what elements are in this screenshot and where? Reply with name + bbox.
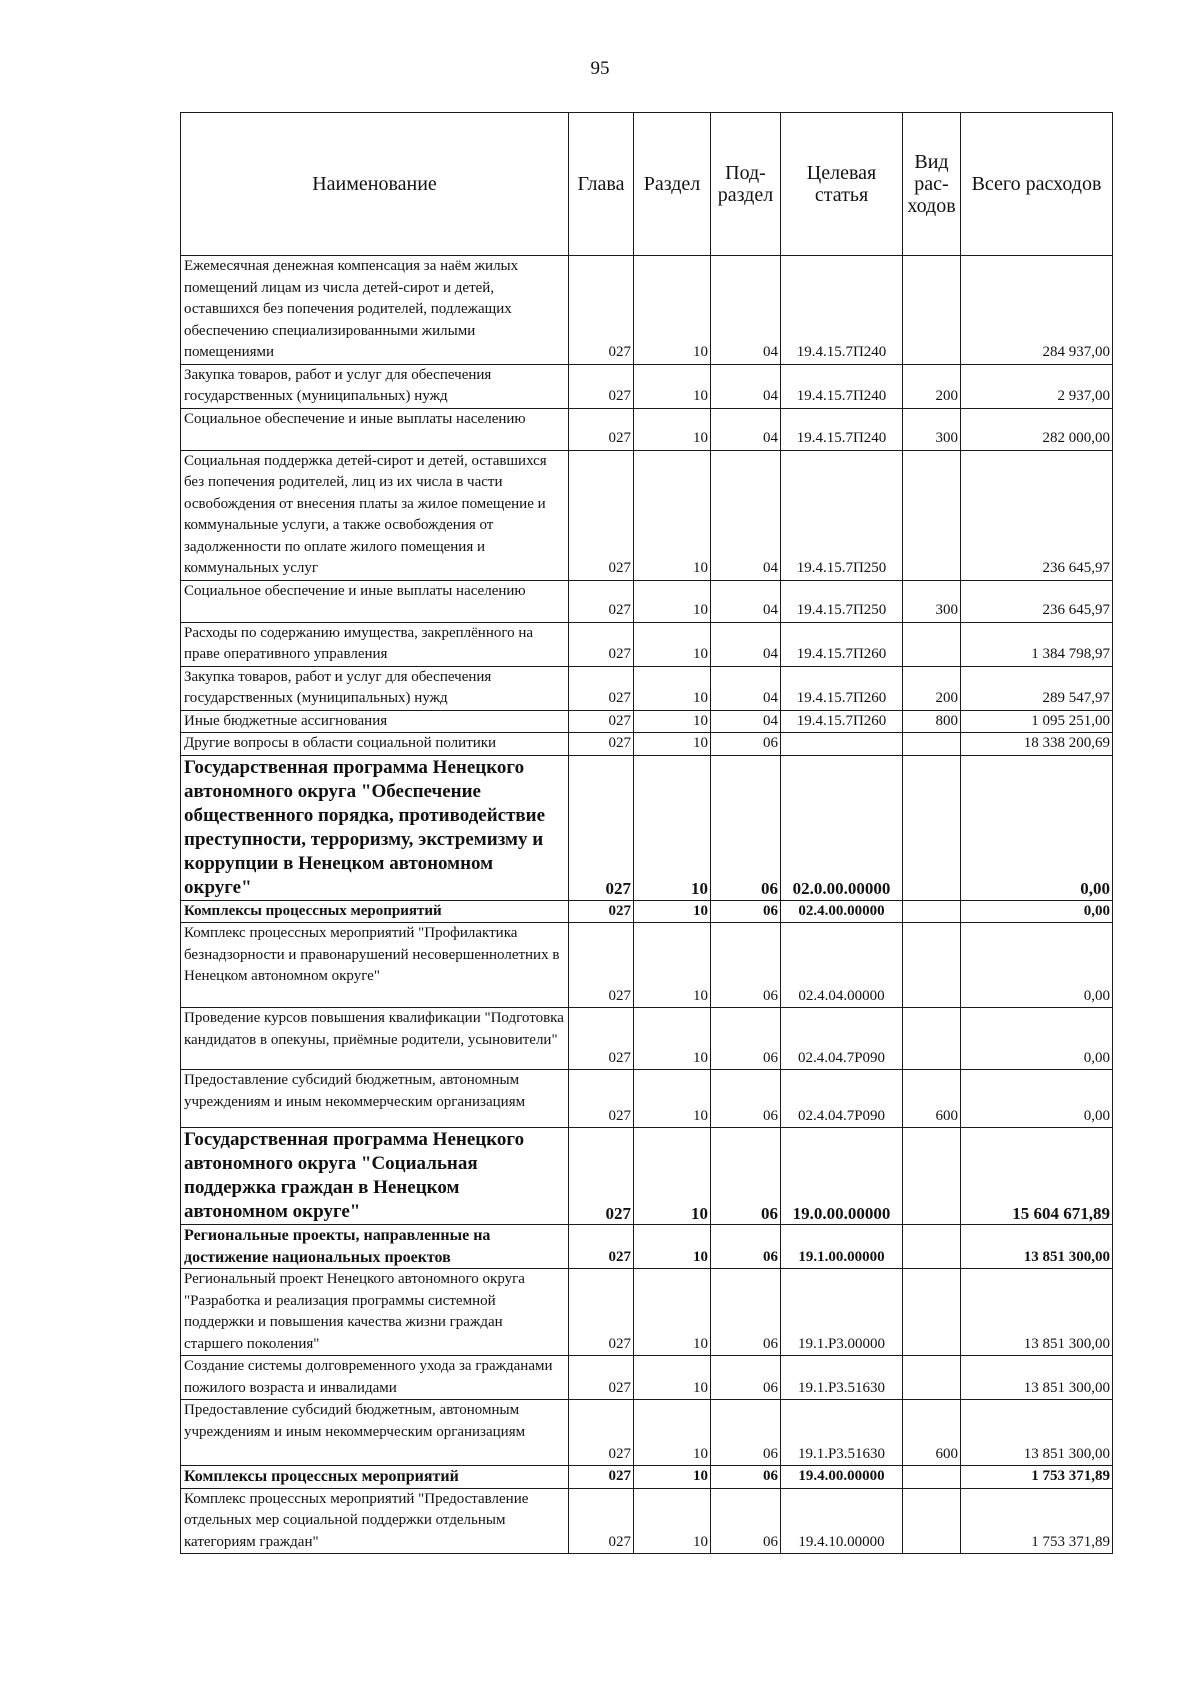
row-celevaya-statya: 19.1.Р3.00000 bbox=[781, 1269, 903, 1356]
row-name: Комплексы процессных мероприятий bbox=[181, 900, 569, 923]
row-vid-rashodov: 200 bbox=[903, 364, 961, 408]
row-glava: 027 bbox=[569, 755, 634, 900]
row-total: 0,00 bbox=[961, 755, 1113, 900]
row-total: 236 645,97 bbox=[961, 580, 1113, 622]
row-glava: 027 bbox=[569, 622, 634, 666]
row-podrazdel: 06 bbox=[711, 900, 781, 923]
row-vid-rashodov bbox=[903, 900, 961, 923]
row-vid-rashodov: 600 bbox=[903, 1400, 961, 1466]
row-name: Региональный проект Ненецкого автономного округа "Разработка и реализация программы системной поддержки и повышения качества жизни граждан старшего поколения" bbox=[181, 1269, 569, 1356]
row-total: 13 851 300,00 bbox=[961, 1356, 1113, 1400]
row-glava: 027 bbox=[569, 923, 634, 1008]
table-row bbox=[181, 256, 1113, 365]
row-vid-rashodov: 300 bbox=[903, 580, 961, 622]
row-celevaya-statya: 02.4.04.7Р090 bbox=[781, 1008, 903, 1070]
table-row bbox=[181, 1466, 1113, 1489]
row-celevaya-statya: 19.4.10.00000 bbox=[781, 1488, 903, 1554]
row-podrazdel: 06 bbox=[711, 1400, 781, 1466]
table-row bbox=[181, 1356, 1113, 1400]
row-glava: 027 bbox=[569, 1225, 634, 1269]
row-glava: 027 bbox=[569, 364, 634, 408]
row-podrazdel: 04 bbox=[711, 256, 781, 365]
row-total: 13 851 300,00 bbox=[961, 1269, 1113, 1356]
row-podrazdel: 04 bbox=[711, 710, 781, 733]
row-name: Региональные проекты, направленные на достижение национальных проектов bbox=[181, 1225, 569, 1269]
row-glava: 027 bbox=[569, 733, 634, 756]
row-celevaya-statya: 19.4.15.7П240 bbox=[781, 364, 903, 408]
table-row bbox=[181, 1269, 1113, 1356]
row-celevaya-statya: 19.4.15.7П250 bbox=[781, 580, 903, 622]
row-vid-rashodov bbox=[903, 1466, 961, 1489]
row-total: 13 851 300,00 bbox=[961, 1400, 1113, 1466]
row-vid-rashodov: 800 bbox=[903, 710, 961, 733]
row-name: Предоставление субсидий бюджетным, автономным учреждениям и иным некоммерческим организациям bbox=[181, 1400, 569, 1466]
row-name: Социальное обеспечение и иные выплаты населению bbox=[181, 580, 569, 622]
header-razdel: Раздел bbox=[634, 113, 711, 256]
row-podrazdel: 06 bbox=[711, 755, 781, 900]
row-vid-rashodov bbox=[903, 1225, 961, 1269]
row-celevaya-statya: 02.4.00.00000 bbox=[781, 900, 903, 923]
row-celevaya-statya: 02.4.04.7Р090 bbox=[781, 1070, 903, 1128]
row-glava: 027 bbox=[569, 666, 634, 710]
row-name: Комплекс процессных мероприятий "Предоставление отдельных мер социальной поддержки отдельным категориям граждан" bbox=[181, 1488, 569, 1554]
row-razdel: 10 bbox=[634, 450, 711, 580]
row-name: Создание системы долговременного ухода за гражданами пожилого возраста и инвалидами bbox=[181, 1356, 569, 1400]
row-name: Расходы по содержанию имущества, закреплённого на праве оперативного управления bbox=[181, 622, 569, 666]
row-glava: 027 bbox=[569, 1466, 634, 1489]
row-vid-rashodov bbox=[903, 1269, 961, 1356]
row-name: Проведение курсов повышения квалификации "Подготовка кандидатов в опекуны, приёмные родители, усыновители" bbox=[181, 1008, 569, 1070]
header-celevaya-statya: Целевая статья bbox=[781, 113, 903, 256]
row-name: Социальное обеспечение и иные выплаты населению bbox=[181, 408, 569, 450]
row-total: 0,00 bbox=[961, 900, 1113, 923]
row-glava: 027 bbox=[569, 1488, 634, 1554]
table-row bbox=[181, 364, 1113, 408]
table-row bbox=[181, 622, 1113, 666]
table-row bbox=[181, 1488, 1113, 1554]
row-razdel: 10 bbox=[634, 364, 711, 408]
table-row bbox=[181, 900, 1113, 923]
row-total: 1 095 251,00 bbox=[961, 710, 1113, 733]
table-row bbox=[181, 666, 1113, 710]
row-podrazdel: 06 bbox=[711, 1356, 781, 1400]
row-razdel: 10 bbox=[634, 1008, 711, 1070]
row-total: 15 604 671,89 bbox=[961, 1128, 1113, 1225]
row-celevaya-statya: 19.4.15.7П240 bbox=[781, 256, 903, 365]
row-vid-rashodov bbox=[903, 923, 961, 1008]
row-vid-rashodov bbox=[903, 1356, 961, 1400]
row-celevaya-statya: 19.4.15.7П240 bbox=[781, 408, 903, 450]
row-glava: 027 bbox=[569, 1356, 634, 1400]
row-glava: 027 bbox=[569, 256, 634, 365]
row-glava: 027 bbox=[569, 1008, 634, 1070]
row-razdel: 10 bbox=[634, 1225, 711, 1269]
header-glava: Глава bbox=[569, 113, 634, 256]
row-razdel: 10 bbox=[634, 900, 711, 923]
table-row bbox=[181, 923, 1113, 1008]
row-total: 0,00 bbox=[961, 923, 1113, 1008]
row-celevaya-statya: 19.4.15.7П260 bbox=[781, 710, 903, 733]
row-celevaya-statya: 19.1.Р3.51630 bbox=[781, 1356, 903, 1400]
row-celevaya-statya: 02.4.04.00000 bbox=[781, 923, 903, 1008]
row-name: Другие вопросы в области социальной политики bbox=[181, 733, 569, 756]
row-name: Иные бюджетные ассигнования bbox=[181, 710, 569, 733]
row-vid-rashodov bbox=[903, 1008, 961, 1070]
row-podrazdel: 06 bbox=[711, 1225, 781, 1269]
table-row bbox=[181, 580, 1113, 622]
row-glava: 027 bbox=[569, 1400, 634, 1466]
row-vid-rashodov bbox=[903, 1128, 961, 1225]
row-razdel: 10 bbox=[634, 408, 711, 450]
row-vid-rashodov bbox=[903, 755, 961, 900]
row-razdel: 10 bbox=[634, 755, 711, 900]
row-name: Предоставление субсидий бюджетным, автономным учреждениям и иным некоммерческим организациям bbox=[181, 1070, 569, 1128]
row-podrazdel: 06 bbox=[711, 1466, 781, 1489]
header-name: Наименование bbox=[181, 113, 569, 256]
page-number: 95 bbox=[590, 58, 610, 79]
row-glava: 027 bbox=[569, 710, 634, 733]
table-row bbox=[181, 450, 1113, 580]
row-name: Комплекс процессных мероприятий "Профилактика безнадзорности и правонарушений несовершеннолетних в Ненецком автономном округе" bbox=[181, 923, 569, 1008]
row-celevaya-statya: 19.4.15.7П260 bbox=[781, 622, 903, 666]
table-row bbox=[181, 755, 1113, 900]
row-podrazdel: 04 bbox=[711, 364, 781, 408]
row-total: 1 384 798,97 bbox=[961, 622, 1113, 666]
table-row bbox=[181, 1008, 1113, 1070]
row-razdel: 10 bbox=[634, 580, 711, 622]
budget-table bbox=[180, 112, 1113, 1554]
row-podrazdel: 06 bbox=[711, 1488, 781, 1554]
row-celevaya-statya: 19.0.00.00000 bbox=[781, 1128, 903, 1225]
row-podrazdel: 04 bbox=[711, 666, 781, 710]
row-razdel: 10 bbox=[634, 923, 711, 1008]
row-name: Закупка товаров, работ и услуг для обеспечения государственных (муниципальных) нужд bbox=[181, 666, 569, 710]
row-total: 1 753 371,89 bbox=[961, 1466, 1113, 1489]
row-total: 1 753 371,89 bbox=[961, 1488, 1113, 1554]
row-razdel: 10 bbox=[634, 710, 711, 733]
row-razdel: 10 bbox=[634, 1466, 711, 1489]
row-razdel: 10 bbox=[634, 733, 711, 756]
table-row bbox=[181, 1070, 1113, 1128]
row-glava: 027 bbox=[569, 1070, 634, 1128]
row-total: 284 937,00 bbox=[961, 256, 1113, 365]
row-vid-rashodov bbox=[903, 1488, 961, 1554]
row-celevaya-statya: 19.4.15.7П250 bbox=[781, 450, 903, 580]
row-podrazdel: 06 bbox=[711, 1269, 781, 1356]
row-glava: 027 bbox=[569, 450, 634, 580]
row-podrazdel: 04 bbox=[711, 450, 781, 580]
row-name: Государственная программа Ненецкого автономного округа "Социальная поддержка граждан в Ненецком автономном округе" bbox=[181, 1128, 569, 1225]
row-glava: 027 bbox=[569, 900, 634, 923]
table-row bbox=[181, 1128, 1113, 1225]
row-glava: 027 bbox=[569, 1269, 634, 1356]
row-vid-rashodov bbox=[903, 622, 961, 666]
row-razdel: 10 bbox=[634, 1356, 711, 1400]
row-razdel: 10 bbox=[634, 1269, 711, 1356]
row-total: 2 937,00 bbox=[961, 364, 1113, 408]
row-name: Социальная поддержка детей-сирот и детей, оставшихся без попечения родителей, лиц из их числа в части освобождения от внесения платы за жилое помещение и коммунальные услуги, а также освобождения от задолженности по оплате жилого помещения и коммунальных услуг bbox=[181, 450, 569, 580]
row-total: 18 338 200,69 bbox=[961, 733, 1113, 756]
row-razdel: 10 bbox=[634, 1070, 711, 1128]
row-name: Закупка товаров, работ и услуг для обеспечения государственных (муниципальных) нужд bbox=[181, 364, 569, 408]
header-vid-rashodov: Вид рас-ходов bbox=[903, 113, 961, 256]
row-celevaya-statya: 19.4.00.00000 bbox=[781, 1466, 903, 1489]
table-row bbox=[181, 733, 1113, 756]
row-podrazdel: 06 bbox=[711, 1070, 781, 1128]
row-vid-rashodov bbox=[903, 450, 961, 580]
row-razdel: 10 bbox=[634, 622, 711, 666]
row-podrazdel: 06 bbox=[711, 1008, 781, 1070]
row-celevaya-statya: 19.4.15.7П260 bbox=[781, 666, 903, 710]
table-row bbox=[181, 710, 1113, 733]
row-total: 282 000,00 bbox=[961, 408, 1113, 450]
row-podrazdel: 06 bbox=[711, 1128, 781, 1225]
row-razdel: 10 bbox=[634, 666, 711, 710]
row-podrazdel: 06 bbox=[711, 923, 781, 1008]
row-total: 0,00 bbox=[961, 1070, 1113, 1128]
row-glava: 027 bbox=[569, 408, 634, 450]
row-razdel: 10 bbox=[634, 1400, 711, 1466]
row-vid-rashodov: 600 bbox=[903, 1070, 961, 1128]
row-celevaya-statya: 19.1.Р3.51630 bbox=[781, 1400, 903, 1466]
row-vid-rashodov bbox=[903, 733, 961, 756]
row-celevaya-statya: 19.1.00.00000 bbox=[781, 1225, 903, 1269]
row-name: Государственная программа Ненецкого автономного округа "Обеспечение общественного порядка, противодействие преступности, терроризму, экстремизму и коррупции в Ненецком автономном округе" bbox=[181, 755, 569, 900]
row-name: Комплексы процессных мероприятий bbox=[181, 1466, 569, 1489]
row-podrazdel: 04 bbox=[711, 408, 781, 450]
row-total: 0,00 bbox=[961, 1008, 1113, 1070]
row-name: Ежемесячная денежная компенсация за наём жилых помещений лицам из числа детей-сирот и детей, оставшихся без попечения родителей, подлежащих обеспечению специализированными жилыми помещениями bbox=[181, 256, 569, 365]
row-razdel: 10 bbox=[634, 256, 711, 365]
row-razdel: 10 bbox=[634, 1128, 711, 1225]
row-celevaya-statya bbox=[781, 733, 903, 756]
row-total: 13 851 300,00 bbox=[961, 1225, 1113, 1269]
row-total: 236 645,97 bbox=[961, 450, 1113, 580]
table-row bbox=[181, 1225, 1113, 1269]
row-glava: 027 bbox=[569, 580, 634, 622]
header-total: Всего расходов bbox=[961, 113, 1113, 256]
row-podrazdel: 04 bbox=[711, 580, 781, 622]
table-row bbox=[181, 408, 1113, 450]
table-row bbox=[181, 1400, 1113, 1466]
header-podrazdel: Под-раздел bbox=[711, 113, 781, 256]
row-vid-rashodov: 200 bbox=[903, 666, 961, 710]
row-razdel: 10 bbox=[634, 1488, 711, 1554]
row-total: 289 547,97 bbox=[961, 666, 1113, 710]
row-celevaya-statya: 02.0.00.00000 bbox=[781, 755, 903, 900]
table-header-row bbox=[181, 113, 1113, 256]
row-vid-rashodov: 300 bbox=[903, 408, 961, 450]
row-vid-rashodov bbox=[903, 256, 961, 365]
row-podrazdel: 04 bbox=[711, 622, 781, 666]
row-glava: 027 bbox=[569, 1128, 634, 1225]
row-podrazdel: 06 bbox=[711, 733, 781, 756]
